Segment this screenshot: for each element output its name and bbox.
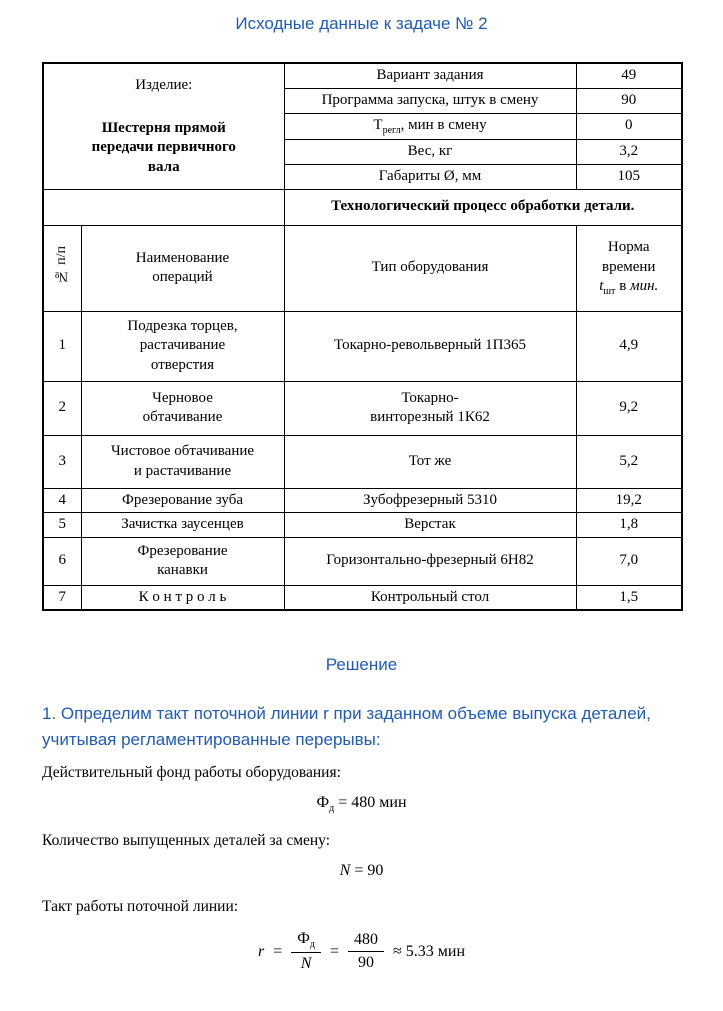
- formula-result: ≈ 5.33 мин: [393, 942, 466, 960]
- phi-symbol: Ф: [316, 794, 330, 811]
- spec-value: 0: [576, 113, 682, 139]
- time-cell: 9,2: [576, 381, 682, 435]
- header-equipment-cell: Тип оборудования: [284, 225, 576, 311]
- spec-label: Габариты Ø, мм: [284, 164, 576, 189]
- header-time-cell: [576, 225, 682, 311]
- op-number-cell: 6: [43, 537, 81, 585]
- operation-cell: К о н т р о л ь: [81, 585, 284, 610]
- op-number-cell: 1: [43, 311, 81, 381]
- header-num-cell: [43, 225, 81, 311]
- time-cell: 1,5: [576, 585, 682, 610]
- op-number-cell: 3: [43, 435, 81, 488]
- spec-value: 3,2: [576, 139, 682, 164]
- time-cell: 4,9: [576, 311, 682, 381]
- equals-sign: =: [338, 794, 348, 811]
- op-number-cell: 7: [43, 585, 81, 610]
- step1-text: 1. Определим такт поточной линии r при заданном объеме выпуска деталей, учитывая регламентированные перерывы:: [42, 704, 651, 749]
- initial-data-table: [42, 62, 683, 611]
- phi-sub: д: [309, 939, 315, 951]
- spec-label: Вариант задания: [284, 63, 576, 88]
- time-header-mid: в: [615, 278, 631, 294]
- operation-cell: Фрезерование канавки: [81, 537, 284, 585]
- operation-cell: Черновое обтачивание: [81, 381, 284, 435]
- time-symbol: t: [599, 278, 604, 294]
- time-header-line2: времени: [602, 258, 656, 275]
- equals-sign: =: [329, 942, 339, 960]
- spec-value: 90: [576, 88, 682, 113]
- equipment-cell: Тот же: [284, 435, 576, 488]
- spec-label: Программа запуска, штук в смену: [284, 88, 576, 113]
- table-row: [43, 513, 682, 538]
- table-row: [43, 435, 682, 488]
- equals-sign: =: [354, 862, 364, 880]
- spec-label-base: Т: [373, 116, 383, 133]
- equipment-cell: Контрольный стол: [284, 585, 576, 610]
- time-cell: 19,2: [576, 488, 682, 513]
- fraction-denominator: 90: [358, 954, 374, 972]
- para-parts-count: Количество выпущенных деталей за смену:: [42, 832, 331, 850]
- product-cell: [43, 63, 284, 189]
- table-row: [43, 537, 682, 585]
- spec-label-rest: , мин в смену: [400, 116, 487, 133]
- phi-sub: д: [329, 803, 335, 815]
- op-number-cell: 5: [43, 513, 81, 538]
- header-operation-cell: Наименование операций: [81, 225, 284, 311]
- operation-cell: Чистовое обтачивание и растачивание: [81, 435, 284, 488]
- process-title: Технологический процесс обработки детали.: [284, 189, 682, 225]
- operation-cell: Подрезка торцев, растачивание отверстия: [81, 311, 284, 381]
- equals-sign: =: [273, 942, 283, 960]
- equipment-cell: Горизонтально-фрезерный 6Н82: [284, 537, 576, 585]
- header-num-label: № п/п: [54, 246, 70, 284]
- spec-row: [43, 63, 682, 88]
- op-number-cell: 4: [43, 488, 81, 513]
- equipment-cell: Токарно- винторезный 1К62: [284, 381, 576, 435]
- table-row: [43, 311, 682, 381]
- time-symbol-sub: шт: [603, 286, 616, 297]
- spec-label: Вес, кг: [284, 139, 576, 164]
- fraction-symbolic: [291, 930, 321, 973]
- n-symbol: N: [339, 862, 351, 880]
- operation-cell: Зачистка заусенцев: [81, 513, 284, 538]
- table-header-row: [43, 225, 682, 311]
- table-row: [43, 585, 682, 610]
- spec-value: 49: [576, 63, 682, 88]
- product-label: Изделие:: [135, 76, 193, 93]
- phi-symbol: Ф: [297, 930, 310, 948]
- time-cell: 5,2: [576, 435, 682, 488]
- para-available-fund: Действительный фонд работы оборудования:: [42, 764, 341, 781]
- formula-value: 90: [367, 862, 384, 880]
- equipment-cell: Зубофрезерный 5310: [284, 488, 576, 513]
- spec-label-sub: регл: [382, 124, 401, 136]
- formula-parts-count: [42, 862, 681, 880]
- product-name: Шестерня прямой передачи первичного вала: [91, 120, 236, 175]
- fraction-numerator: 480: [348, 931, 384, 952]
- time-cell: 7,0: [576, 537, 682, 585]
- equipment-cell: Верстак: [284, 513, 576, 538]
- formula-takt: [42, 930, 681, 973]
- operation-cell: Фрезерование зуба: [81, 488, 284, 513]
- equipment-cell: Токарно-револьверный 1П365: [284, 311, 576, 381]
- time-cell: 1,8: [576, 513, 682, 538]
- time-unit: мин.: [630, 278, 659, 294]
- n-symbol: N: [300, 955, 312, 973]
- table-row: [43, 488, 682, 513]
- solution-heading: Решение: [325, 655, 398, 674]
- formula-value: 480 мин: [351, 794, 407, 811]
- process-title-row: [43, 189, 682, 225]
- table-row: [43, 381, 682, 435]
- page-title: Исходные данные к задаче № 2: [235, 14, 488, 33]
- fraction-denominator: [295, 953, 318, 973]
- spec-label: [284, 113, 576, 139]
- fraction-numeric: [348, 931, 384, 972]
- r-symbol: r: [257, 942, 265, 960]
- spec-value: 105: [576, 164, 682, 189]
- para-line-takt: Такт работы поточной линии:: [42, 898, 239, 916]
- time-header-line1: Норма: [607, 239, 650, 255]
- op-number-cell: 2: [43, 381, 81, 435]
- fraction-numerator: [291, 930, 321, 953]
- formula-available-fund: [42, 794, 681, 814]
- empty-cell: [43, 189, 284, 225]
